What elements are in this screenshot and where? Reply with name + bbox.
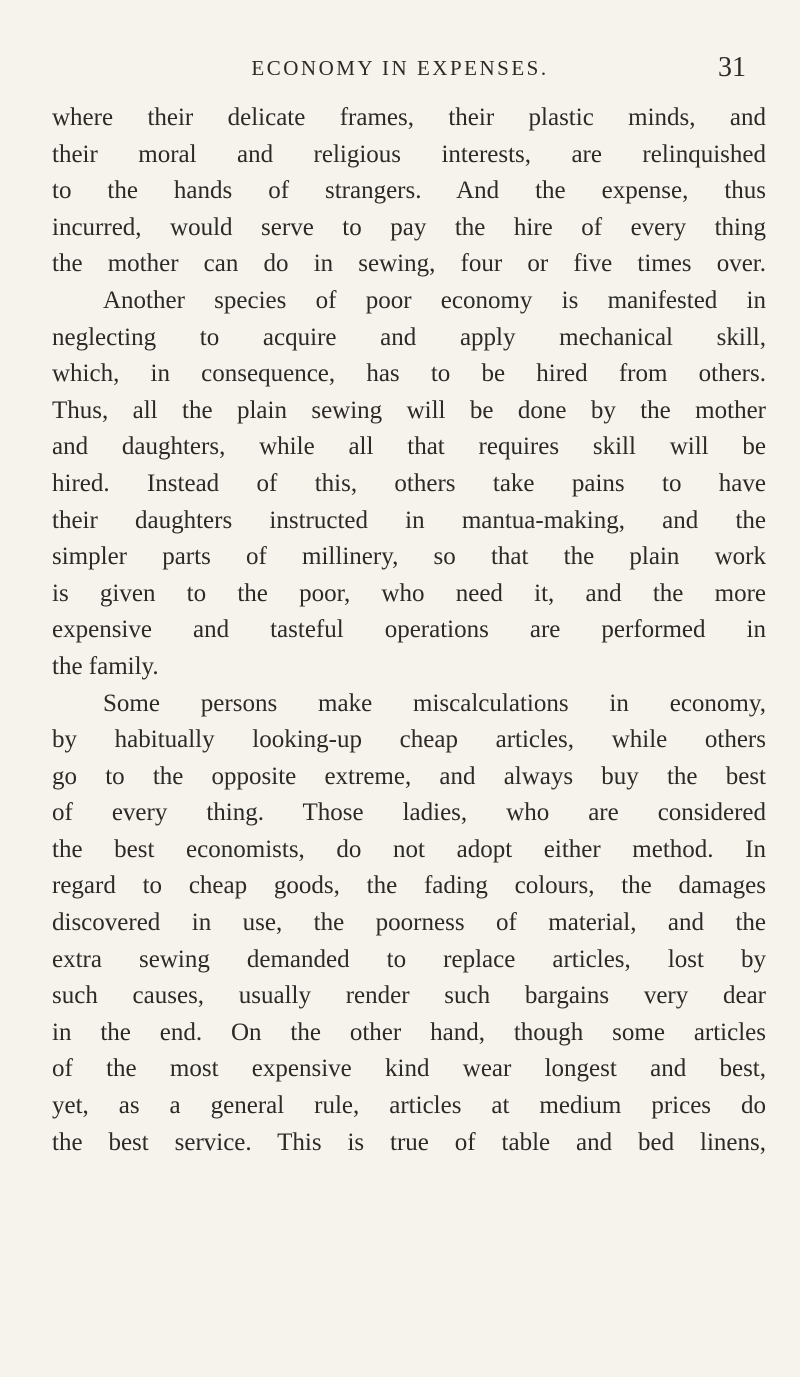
text-line: extra sewing demanded to replace articles, lost by: [52, 945, 766, 973]
text-line: expensive and tasteful operations are performed in: [52, 616, 766, 644]
text-line: is given to the poor, who need it, and the more: [52, 579, 766, 607]
text-line: where their delicate frames, their plastic minds, and: [52, 104, 766, 131]
text-line: Thus, all the plain sewing will be done by the mother: [52, 396, 766, 424]
paragraph-mechanical-skill: [52, 283, 766, 686]
text-line: their moral and religious interests, are relinquished: [52, 140, 766, 168]
text-line: their daughters instructed in mantua-making, and the: [52, 506, 766, 534]
text-line: the best economists, do not adopt either method. In: [52, 835, 766, 863]
running-header: [0, 52, 800, 96]
text-line: in the end. On the other hand, though some articles: [52, 1018, 766, 1046]
text-line: such causes, usually render such bargains very dear: [52, 982, 766, 1010]
text-line: of the most expensive kind wear longest and best,: [52, 1055, 766, 1083]
running-header-title: ECONOMY IN EXPENSES.: [251, 56, 549, 80]
text-line: neglecting to acquire and apply mechanical skill,: [52, 323, 766, 351]
text-line: Some persons make miscalculations in economy,: [103, 689, 766, 717]
text-line: regard to cheap goods, the fading colours, the damages: [52, 872, 766, 900]
text-line: of every thing. Those ladies, who are considered: [52, 799, 766, 827]
body-text: [52, 100, 766, 1161]
text-line: the best service. This is true of table and bed linens,: [52, 1128, 766, 1156]
text-line: simpler parts of millinery, so that the plain work: [52, 543, 766, 571]
text-line: go to the opposite extreme, and always buy the best: [52, 762, 766, 790]
text-line: hired. Instead of this, others take pains to have: [52, 469, 766, 497]
page-number: 31: [718, 52, 746, 83]
text-line: and daughters, while all that requires skill will be: [52, 433, 766, 461]
text-line: to the hands of strangers. And the expense, thus: [52, 177, 766, 205]
paragraph-miscalculations: [52, 686, 766, 1162]
text-line: the family.: [52, 652, 159, 680]
text-line: the mother can do in sewing, four or five times over.: [52, 250, 766, 278]
text-line: Another species of poor economy is manifested in: [103, 286, 766, 314]
text-line: incurred, would serve to pay the hire of every thing: [52, 213, 766, 241]
text-line: yet, as a general rule, articles at medium prices do: [52, 1092, 766, 1120]
paragraph-continuation: [52, 100, 766, 283]
text-line: which, in consequence, has to be hired from others.: [52, 360, 766, 388]
text-line: by habitually looking-up cheap articles, while others: [52, 726, 766, 754]
text-line: discovered in use, the poorness of material, and the: [52, 909, 766, 937]
